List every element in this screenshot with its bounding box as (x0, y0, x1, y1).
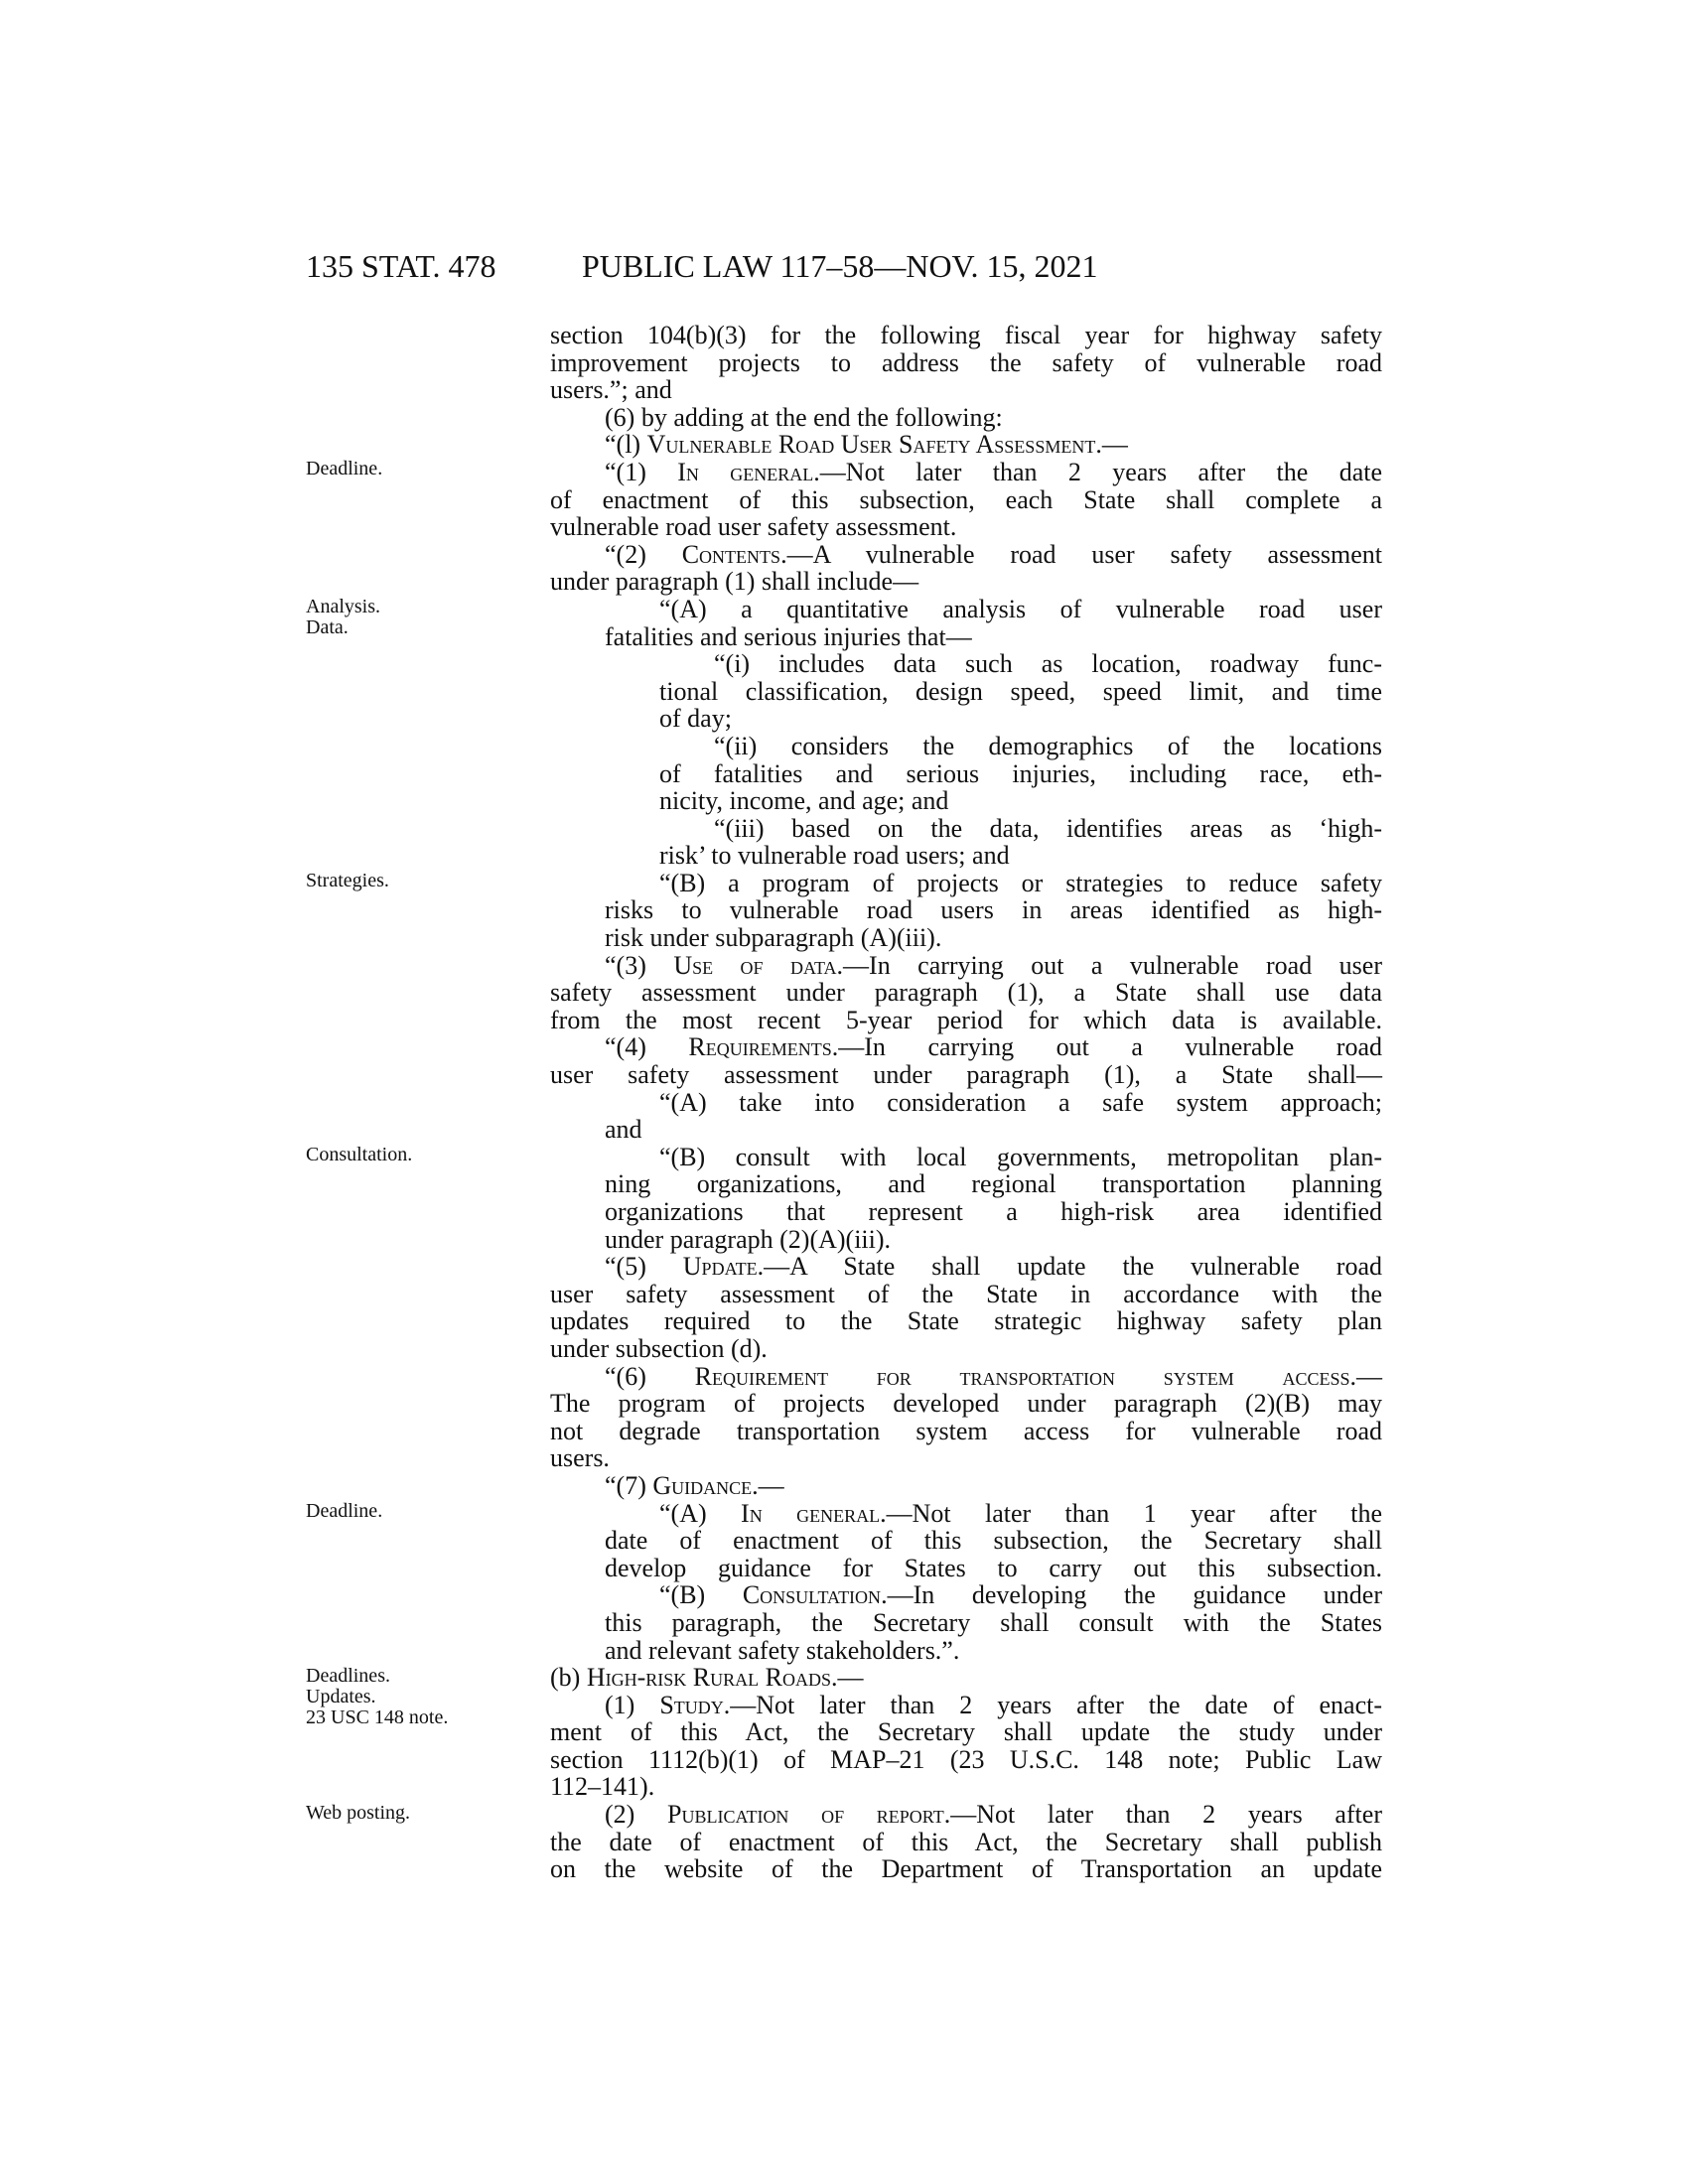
text-line: “(A) take into consideration a safe system approach; (659, 1087, 1382, 1117)
text-line: risks to vulnerable road users in areas identified as high- (605, 895, 1382, 925)
public-law-header: PUBLIC LAW 117–58—NOV. 15, 2021 (582, 248, 1098, 284)
text-line: “(1) In general.—Not later than 2 years after the date (605, 457, 1383, 486)
text-line: risk’ to vulnerable road users; and (659, 841, 1010, 871)
margin-note-deadline: Deadline. (306, 1500, 383, 1522)
text-line: “(iii) based on the data, identifies areas as ‘high- (714, 813, 1382, 843)
text-line: nicity, income, and age; and (659, 786, 949, 816)
text-line: not degrade transportation system access for vulnerable road (550, 1416, 1382, 1445)
text-line: (1) Study.—Not later than 2 years after the date of enact- (605, 1690, 1382, 1719)
text-line: “(4) Requirements.—In carrying out a vulnerable road (605, 1032, 1383, 1062)
text-line: vulnerable road user safety assessment. (550, 512, 957, 542)
text-line: updates required to the State strategic highway safety plan (550, 1306, 1382, 1336)
text-line: ment of this Act, the Secretary shall update the study under (550, 1717, 1382, 1747)
margin-note-data: Data. (306, 616, 349, 638)
text-line: section 1112(b)(1) of MAP–21 (23 U.S.C. 148 note; Public Law (550, 1744, 1382, 1774)
text-line: section 104(b)(3) for the following fiscal year for highway safety (550, 321, 1382, 349)
text-line: “(A) a quantitative analysis of vulnerable road user (659, 594, 1382, 623)
text-line: under paragraph (2)(A)(iii). (605, 1224, 892, 1254)
text-line: “(ii) considers the demographics of the locations (714, 731, 1382, 760)
margin-note-updates: Updates. (306, 1686, 376, 1707)
text-line: “(7) Guidance.— (605, 1470, 784, 1500)
text-line: date of enactment of this subsection, the Secretary shall (605, 1526, 1382, 1556)
text-line: this paragraph, the Secretary shall consult with the States (605, 1607, 1382, 1637)
text-line: fatalities and serious injuries that— (605, 621, 972, 651)
text-line: under paragraph (1) shall include— (550, 567, 919, 597)
text-line: “(B) consult with local governments, metropolitan plan- (659, 1142, 1382, 1171)
text-line: ning organizations, and regional transportation planning (605, 1169, 1382, 1199)
margin-note-deadline: Deadline. (306, 458, 383, 479)
text-line: user safety assessment of the State in accordance with the (550, 1279, 1382, 1308)
margin-note-deadlines: Deadlines. (306, 1665, 390, 1687)
text-line: of day; (659, 704, 732, 734)
text-line: develop guidance for States to carry out this subsection. (605, 1553, 1382, 1582)
text-line: user safety assessment under paragraph (1), a State shall— (550, 1060, 1382, 1090)
text-line: “(B) Consultation.—In developing the guidance under (659, 1580, 1382, 1610)
text-line: (2) Publication of report.—Not later than 2 years after (605, 1800, 1382, 1830)
text-line: “(2) Contents.—A vulnerable road user safety assessment (605, 539, 1383, 569)
text-line: “(B) a program of projects or strategies to reduce safety (659, 868, 1382, 897)
text-line: (6) by adding at the end the following: (605, 402, 1003, 432)
text-line: (b) High-risk Rural Roads.— (550, 1663, 864, 1693)
margin-note-web-posting: Web posting. (306, 1802, 411, 1824)
text-line: safety assessment under paragraph (1), a State shall use data (550, 978, 1382, 1008)
text-line: improvement projects to address the safety of vulnerable road (550, 347, 1382, 377)
text-line: users.”; and (550, 375, 672, 405)
text-line: from the most recent 5-year period for which data is available. (550, 1005, 1382, 1034)
subsection-heading: “(l) Vulnerable Road User Safety Assessment.— (605, 430, 1128, 460)
text-line: and (605, 1115, 642, 1145)
text-line: risk under subparagraph (A)(iii). (605, 923, 942, 953)
text-line: and relevant safety stakeholders.”. (605, 1635, 960, 1665)
text-line: under subsection (d). (550, 1333, 768, 1363)
text-line: organizations that represent a high-risk area identified (605, 1197, 1382, 1226)
stat-page-number: 135 STAT. 478 (306, 248, 496, 284)
margin-note-analysis: Analysis. (306, 596, 380, 617)
statute-body (550, 322, 1382, 1883)
text-line: 112–141). (550, 1772, 655, 1802)
text-line: tional classification, design speed, speed limit, and time (659, 676, 1382, 706)
margin-note-consultation: Consultation. (306, 1144, 413, 1165)
text-line: of fatalities and serious injuries, including race, eth- (659, 758, 1382, 788)
text-line: “(A) In general.—Not later than 1 year after the (659, 1498, 1382, 1528)
text-line: “(6) Requirement for transportation system access.— (605, 1361, 1383, 1391)
text-line: the date of enactment of this Act, the Secretary shall publish (550, 1827, 1382, 1856)
text-line: of enactment of this subsection, each State shall complete a (550, 484, 1382, 514)
text-line: “(i) includes data such as location, roadway func- (714, 649, 1382, 679)
margin-note-usc: 23 USC 148 note. (306, 1706, 449, 1728)
text-line: on the website of the Department of Transportation an update (550, 1854, 1382, 1884)
text-line: “(5) Update.—A State shall update the vulnerable road (605, 1252, 1382, 1282)
text-line: users. (550, 1443, 610, 1473)
text-line: The program of projects developed under paragraph (2)(B) may (550, 1389, 1382, 1419)
text-line: “(3) Use of data.—In carrying out a vulnerable road user (605, 950, 1382, 980)
margin-note-strategies: Strategies. (306, 870, 389, 891)
